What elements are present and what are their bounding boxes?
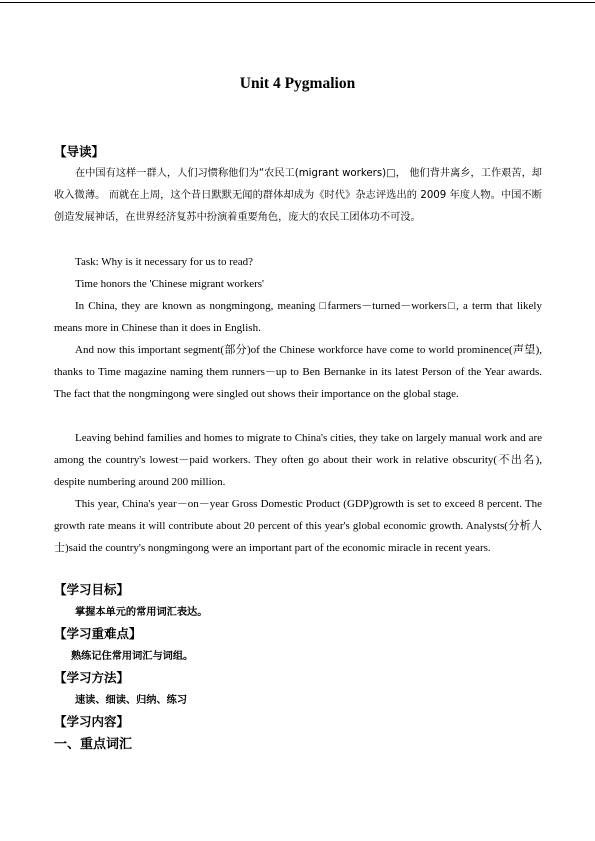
article-headline: Time honors the 'Chinese migrant workers' [75,278,265,290]
guide-heading: 【导读】 [54,144,105,159]
methods-heading: 【学习方法】 [54,670,130,685]
article-paragraph-4: This year, China's year－on－year Gross Domestic Product (GDP)growth is set to exceed 8 percent. The growth rate means it will contribute about 20 percent of this year's global economic growth. Analysts(分析人士)said the country's nongmingong were an important part of the economic miracle in recent years. [54,498,542,554]
key-points-text: 熟练记住常用词汇与词组。 [71,651,194,662]
guide-intro-cn: 在中国有这样一群人，人们习惯称他们为“农民工(migrant workers)□， 他们背井离乡，工作艰苦，却收入微薄。 而就在上周，这个昔日默默无闻的群体却成为《时代》杂志评选出的 2009 年度人物。中国不断创造发展神话，在世界经济复苏中扮演着重要角色，庞大的农民工团体功不可没。 [54,168,542,223]
article-paragraph-1: In China, they are known as nongmingong, meaning □farmers－turned－workers□, a term that likely means more in Chinese than it does in English. [54,300,542,334]
objectives-text: 掌握本单元的常用词汇表达。 [75,607,208,618]
article-paragraph-3: Leaving behind families and homes to migrate to China's cities, they take on largely manual work and are among the country's lowest－paid workers. They often go about their work in relative obscurity(不出名), despite numbering around 200 million. [54,432,542,488]
methods-text: 速读、细读、归纳、练习 [75,695,188,706]
task-line: Task: Why is it necessary for us to read? [75,256,254,268]
key-points-heading: 【学习重难点】 [54,626,142,641]
top-rule [0,2,595,3]
article-paragraph-2: And now this important segment(部分)of the Chinese workforce have come to world prominence(声望), thanks to Time magazine naming them runners－up to Ben Bernanke in its latest Person of the Year awards. The fact that the nongmingong were singled out shows their importance on the global stage. [54,344,542,400]
section-key-vocabulary: 一、重点词汇 [54,737,133,752]
objectives-heading: 【学习目标】 [54,582,130,597]
page-title: Unit 4 Pygmalion [239,75,356,92]
content-heading: 【学习内容】 [54,714,130,729]
